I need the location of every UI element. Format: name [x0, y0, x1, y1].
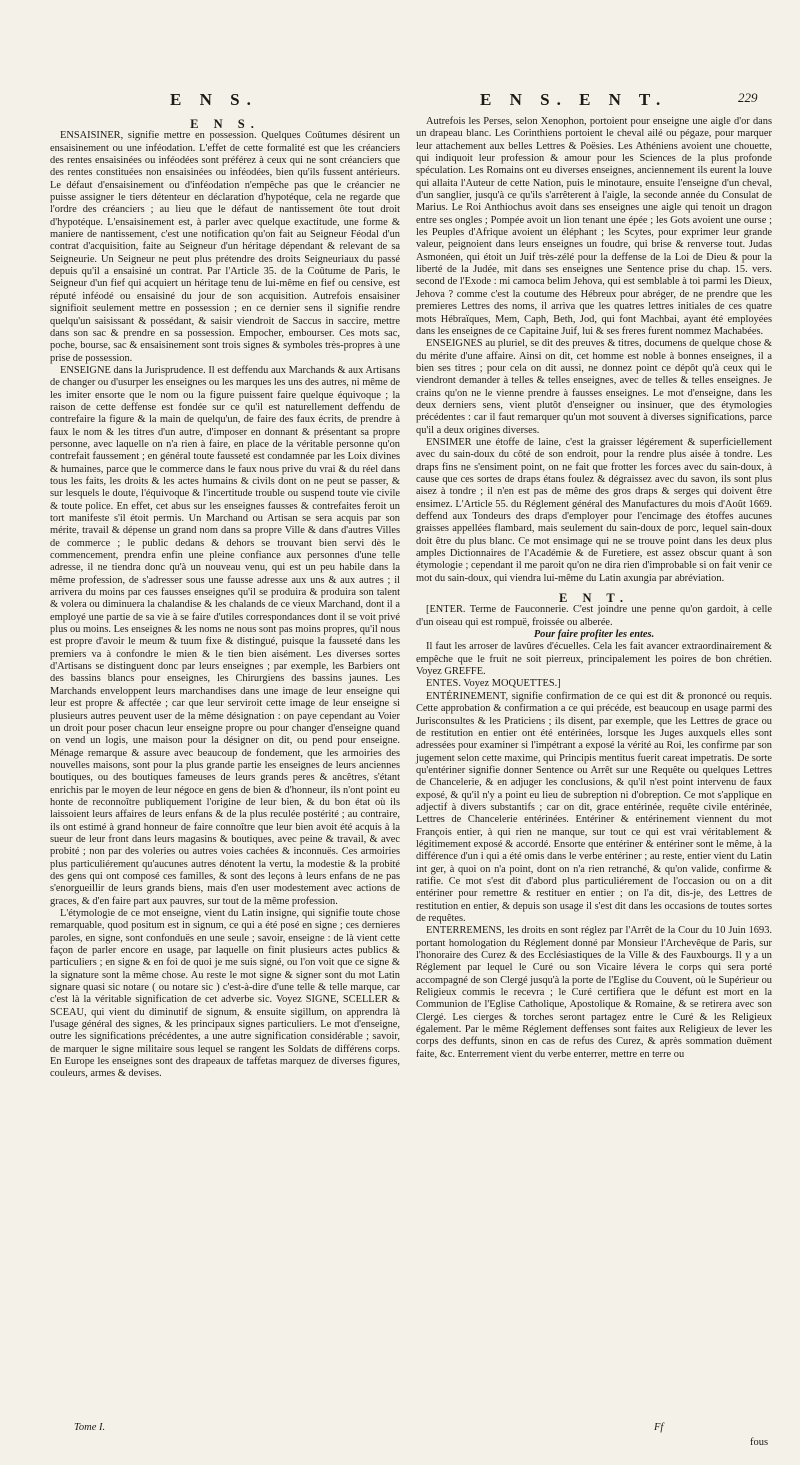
- entry-ensaisiner: ENSAISINER, signifie mettre en possession. Quelques Coûtumes désirent un ensaisinement ou une inféodation. L'effet de cette formalité est que les créanciers des rentes ensaisinées ou inféodées sont préférez à ceux qui ne sont créanciers que des rentes constituées non ensaisinées ou inféodées, bien qu'ils fussent antérieurs. Le défaut d'ensaisinement ou d'inféodation n'empêche pas que le créancier ne puisse assigner le tiers détenteur en déclaration d'hypotéque, cela ne regarde que l'ordre des créanciers ; au lieu que le défaut de nantissement ôte tout droit d'hypotéque. L'ensaisinement est, à parler avec quelque exactitude, une forme & maniere de nantissement, c'est une notification qu'on fait au Seigneur Féodal d'un contrat d'acquisition, faite au Seigneur d'un héritage dépendant & relevant de sa Seigneurie. Un Seigneur ne peut plus prétendre des droits Seigneuriaux du passé depuis qu'il a ensaisiné un contrat. Par l'Article 35. de la Coûtume de Paris, le Seigneur d'un fief qui acquiert un héritage tenu de lui-même en fief ou censive, est réputé inféodé ou ensaisiné du jour de son acquisition. Autrefois ensaisiner signifioit seulement mettre en possession ; en ce dernier sens il signifie rendre quelqu'un saisissant & possédant, & saisir viendroit de Saccus in saccire, mettre dans son sac & prendre en sa possession. Empocher, embourser. Ces mots sac, poche, bourse, sac & ensaisinement sont trois signes & symboles très-propres à une prise de possession.: [50, 130, 400, 364]
- section-heading-ens: E N S.: [190, 117, 260, 131]
- left-column: [50, 118, 400, 1081]
- entry-enter: [ENTER. Terme de Fauconnerie. C'est joindre une penne qu'on gardoit, à celle d'un oiseau qui est rompuë, froissée ou alberée.: [416, 604, 772, 628]
- entry-enseigne: ENSEIGNE dans la Jurisprudence. Il est deffendu aux Marchands & aux Artisans de changer ou d'usurper les enseignes ou les marques les uns des autres, ni même de les imiter ensorte que le nom ou la figure puissent faire quelque équivoque ; la raison de cette deffense est fondée sur ce qu'il est naturellement deffendu de contrefaire la figure & la main de quelqu'un, de faire des faux écrits, de prendre à faux le nom & les titres d'un autre, d'imposer en donnant & présentant sa propre personne, avec laquelle on n'a rien à faire, en place de la véritable personne qu'on contrefait faussement ; en général toute fausseté est condamnée par les Loix divines & humaines, parce que le commerce dans le faux nous prive du vrai & du réel dans tous les faits, les droits & les actes humains & civils dont on ne peut se passer, & sur lesquels le doute, l'équivoque & l'incertitude trouble ou suspend toute vie civile & toute police. En effet, cet abus sur les enseignes fausses & contrefaites feroit un tort manifeste s'il étoit permis. Un Marchand ou Artisan se sera acquis par son mérite, travail & dépense un grand nom dans sa propre Ville & dans d'autres Villes de commerce ; le public dedans & dehors se trouvant bien servi dès le commencement, prendra enfin une pleine confiance aux personnes d'une telle adresse, il ne tiendra donc qu'à un nouveau venu, qui est un peu habile dans la même profession, de s'adresser sous une fausse adresse aux uns & aux autres ; il arrivera du moins par ces fausses enseignes qu'il se produira & produira son talent & volera ou diminuera la chalandise & les chalands de ce vieux Marchand, dont il a employé une partie de sa vie à se faire d'utiles correspondances dont il se voit privé plus ou moins. Les enseignes & les noms ne nous sont pas moins propres, qu'il nous est propre d'avoir le meum & tuum fixe & distingué, puisque la fausseté dans les premiers va à confondre le mien & le tien bien aisément. Les diverses sortes d'Artisans se distinguent donc par leurs enseignes ; par exemple, les Barbiers ont des bassins blancs pour enseignes, les Chirurgiens des bassins jaunes. Les Marchands enveloppent leurs marchandises dans une image de leur enseigne qui leur est propre & affectée ; car que leur serviroit cette image de leur enseigne si plusieurs autres peuvent user de la même désignation : on paye cependant au Voier un droit pour poser chacun leur enseigne propre ou pour changer d'enseigne quand on vend un logis, une maison pour la désigner on dit, ou pend pour enseigne. Ménage remarque & assure avec beaucoup de fondement, que les armoiries des nouvelles maisons, sont pour la plus grande partie les enseignes de leurs anciennes boutiques, ou des boutiques fameuses de leurs grands peres & ancêtres, s'étant enrichis par le moyen de leur négoce en gens de bien & d'honneur, ils n'ont point eu honte de reconnoître publiquement l'origine de leur bien, & du bon état où ils laissoient leurs affaires de leurs enfans & de la plus reculée postérité ; au contraire, ils ont estimé à grand honneur de faire connoître que leur bien avoit été acquis à la sueur de leur front dans leurs magasins & boutiques, avec peine & travail, & avec probité ; non par des voleries ou autres voies cachées & inconnuës. Ces armoiries plus particuliérement qu'aucunes autres dénotent la vertu, la modestie & la probité des gens qui ont composé ces familles, & sont des leçons à leurs enfans de ne pas s'enorgueillir de leurs grands biens, mais d'en user modestement avec actions de graces, & d'en faire part aux pauvres, sur tout de la même profession.: [50, 364, 400, 907]
- entry-enterremens: ENTERREMENS, les droits en sont réglez par l'Arrêt de la Cour du 10 Juin 1693. portant homologation du Réglement donné par Monsieur l'Archevêque de Paris, sur l'honoraire des Curez & des Ecclésiastiques de la Ville & des Fauxbourgs. Il y a un Réglement par lequel le Curé ou son Vicaire lévera le corps qui sera porté accompagné de son Clergé jusqu'à la porte de l'Eglise du Couvent, où le Supérieur ou Religieux commis le recevra ; le Curé certifiera que le défunt est mort en la Communion de l'Eglise Catholique, Apostolique & Romaine, & se retirera avec son Clergé. Les cierges & torches seront partagez entre le Curé & les Religieux également. Par le même Réglement deffenses sont faites aux Religieux de lever les corps des deffunts, sinon en cas de refus des Curez, & après sommation duëment faite, &c. Enterrement vient du verbe enterrer, mettre en terre ou: [416, 925, 772, 1060]
- page-number: 229: [738, 90, 758, 105]
- entry-enseigne-etymology: L'étymologie de ce mot enseigne, vient du Latin insigne, qui signifie toute chose remarquable, quod positum est in signum, ce qui a été posé en signe ; ces dernieres paroles, en signe, sont confonduës en une seule ; savoir, enseigne : de là vient cette façon de parler encore en usage, par laquelle on finit plusieurs actes publics & particuliers ; en signe & en foi de quoi je me suis signé, ou l'on voit que ce signe & la signature sont la même chose. Au reste le mot signe & signer sont du mot Latin signare quasi sic notare ( ou notare sic ) c'est-à-dire d'une telle & telle marque, car c'est là la véritable signification de cet adverbe sic. Voyez SIGNE, SCELLER & SCEAU, qui vient du diminutif de signum, & ensuite sigillum, on apprendra là l'usage général des signes, & les principaux signes particuliers. Le mot d'enseigne, outre les significations précédentes, a une autre signification considérable ; savoir, de marquer le signe militaire sous lequel se rangent les Soldats de différens corps. En Europe les enseignes sont des drapeaux de taffetas marquez de diverses figures, couleurs, armes & devises.: [50, 908, 400, 1080]
- catchword: fous: [750, 1437, 769, 1448]
- entry-enseigne-continued: Autrefois les Perses, selon Xenophon, portoient pour enseigne une aigle d'or dans un drapeau blanc. Les Corinthiens portoient le cheval ailé ou pégaze, pour marquer leur attachement aux belles Lettres & Poësies. Les Athéniens avoient une chouette, qui indiquoit leur profession & amour pour les Sciences de la plus profonde spéculation. Les Romains ont eu diverses enseignes, anciennement ils eurent la louve qui allaita l'Auteur de cette Nation, puis le minotaure, ensuite l'enseigne d'un cheval, d'un sanglier, jusqu'à ce qu'ils s'arrêterent à l'aigle, la seconde année du Consulat de Marius. Le Roi Anthiochus avoit dans ses enseignes une aigle qui tenoit un dragon entre ses ongles ; Pompée avoit un lion tenant une épée ; les Gots avoient une ourse ; les Peuples d'Afrique avoient un éléphant ; les Scytes, pour exprimer leur grande valeur, peignoient dans leurs enseignes un foudre, qui brise & renverse tout. Judas Asmonéen, qui étoit un Juif très-zélé pour la deffense de la Loi de Dieu & pour la liberté de la Judée, mit dans ses enseignes une Sentence prise du chap. 15. vers. second de l'Exode : mi camoca belim Jehova, qui est semblable à toi parmi les Dieux, Jehova ? comme c'est la coutume des Hébreux pour abréger, de ne prendre que les premieres Lettres des noms, il arriva que les quatres lettres initiales de ces quatre mots Hébraïques, Mem, Caph, Beth, Jod, qui font Machbai, ayant été employées dans les enseignes de ce Capitaine Juif, lui & ses freres furent nommez Machabées.: [416, 116, 772, 337]
- volume-signature: Tome I.: [74, 1422, 106, 1433]
- running-head-left: E N S.: [170, 90, 258, 109]
- gathering-signature: Ff: [654, 1422, 664, 1433]
- entry-enterinement: ENTÉRINEMENT, signifie confirmation de ce qui est dit & prononcé ou requis. Cette approbation & confirmation a ce qui précéde, est beaucoup en usage parmi des Jurisconsultes & les Praticiens ; ils disent, par exemple, que les Lettres de grace ou de restitution en entier ont été entérinées, lorsque les Juges auxquels elles sont adressées pour examiner si l'impétrant a exposé la vérité au Roi, les confirme par son jugement selon cette maxime, qui Principis mentitus fuerit careat impetratis. De sorte qu'entériner signifie donner Sentence ou Arrêt sur une Requête ou quelques Lettres de Chancelerie, & en adjuger les conclusions, & qu'il n'est point intervenu de faux exposé, & qu'il n'y a point eu lieu de subreption ni d'obreption. Ce mot s'applique en adjectif à divers substantifs ; car on dit, grace entérinée, requête civile entérinée, Lettres de Chancelerie entérinées. Entériner & entérinement viennent du mot François entier, à qui rien ne manque, sur tout ce qui est vrai véritablement & légitimement exposé & accordé. Ensorte que entériner & entériner sont le même, à la différence d'un i qui a été omis dans le verbe entériner ; au reste, entier vient du Latin int ger, à quoi on n'a point, dont on n'a rien retranché, & qu'on valide, confirme & ratifie. Ce mot s'est dit d'abord plus particuliérement de l'occasion ou on a dit entériner pour remettre & restituer en entier ; on l'a dit, dis-je, des Lettres de restitution en entier, & depuis son usage il s'est dit dans les occasions de toutes sortes de requêtes.: [416, 690, 772, 924]
- entry-entes: Il faut les arroser de lavûres d'écuelles. Cela les fait avancer extraordinairement & empêche que le fruit ne soit pierreux, principalement les poires de bon chrétien. Voyez GREFFE.: [416, 641, 772, 678]
- entry-entes-voyez: ENTES. Voyez MOQUETTES.]: [426, 678, 561, 690]
- right-column: [416, 116, 772, 1061]
- subheading-entes: Pour faire profiter les entes.: [533, 629, 655, 641]
- running-head-right: E N S. E N T.: [480, 90, 668, 109]
- entry-enseignes-pluriel: ENSEIGNES au pluriel, se dit des preuves & titres, documens de quelque chose & du mérite d'une affaire. Ainsi on dit, cet homme est noble à bonnes enseignes, il a bien ses titres ; pour cela on dit aussi, ne donnez point ce dépôt qu'à ceux qui le viendront demander à telles & telles enseignes, avec de telles & telles enseignes. Je crains qu'on ne le vienne prendre à fausses enseignes. Le mot d'enseigne, dans les deux derniers sens, vient plutôt d'enseigner ou insinuer, que des étymologies précédentes : car il faut remarquer qu'un mot souvent à diverses significations, parce qu'il a deux origines diverses.: [416, 338, 772, 436]
- entry-ensimer: ENSIMER une étoffe de laine, c'est la graisser légérement & superficiellement avec du sain-doux du côté de son endroit, pour la rendre plus aisée à tondre. Les draps fins ne s'ensiment point, on ne fait que frotter les forces avec du sain-doux, à cause que ces sortes de draps étans foulez & dégraissez avec du savon, ils sont plus aisez à tondre ; il n'en est pas de même des gros draps & serges qui doivent être ensimez. L'Article 55. du Réglement général des Manufactures du mois d'Août 1669. deffend aux Tondeurs des draps d'employer pour l'encimage des étoffes aucunes graisses appellées flambard, mais seulement du sain-doux de porc, lequel sain-doux doit être du plus blanc. Ce mot ensimage qui ne se trouve point dans les deux plus amples Dictionnaires de l'Académie & de Furetiere, est assez obscur quant à son étymologie ; cependant il me paroit qu'on ne dira rien d'improbable si on fait venir ce mot du sain-doux, qui viendra lui-même du Latin axungia par abréviation.: [416, 436, 772, 584]
- section-heading-ent: E N T.: [559, 591, 629, 606]
